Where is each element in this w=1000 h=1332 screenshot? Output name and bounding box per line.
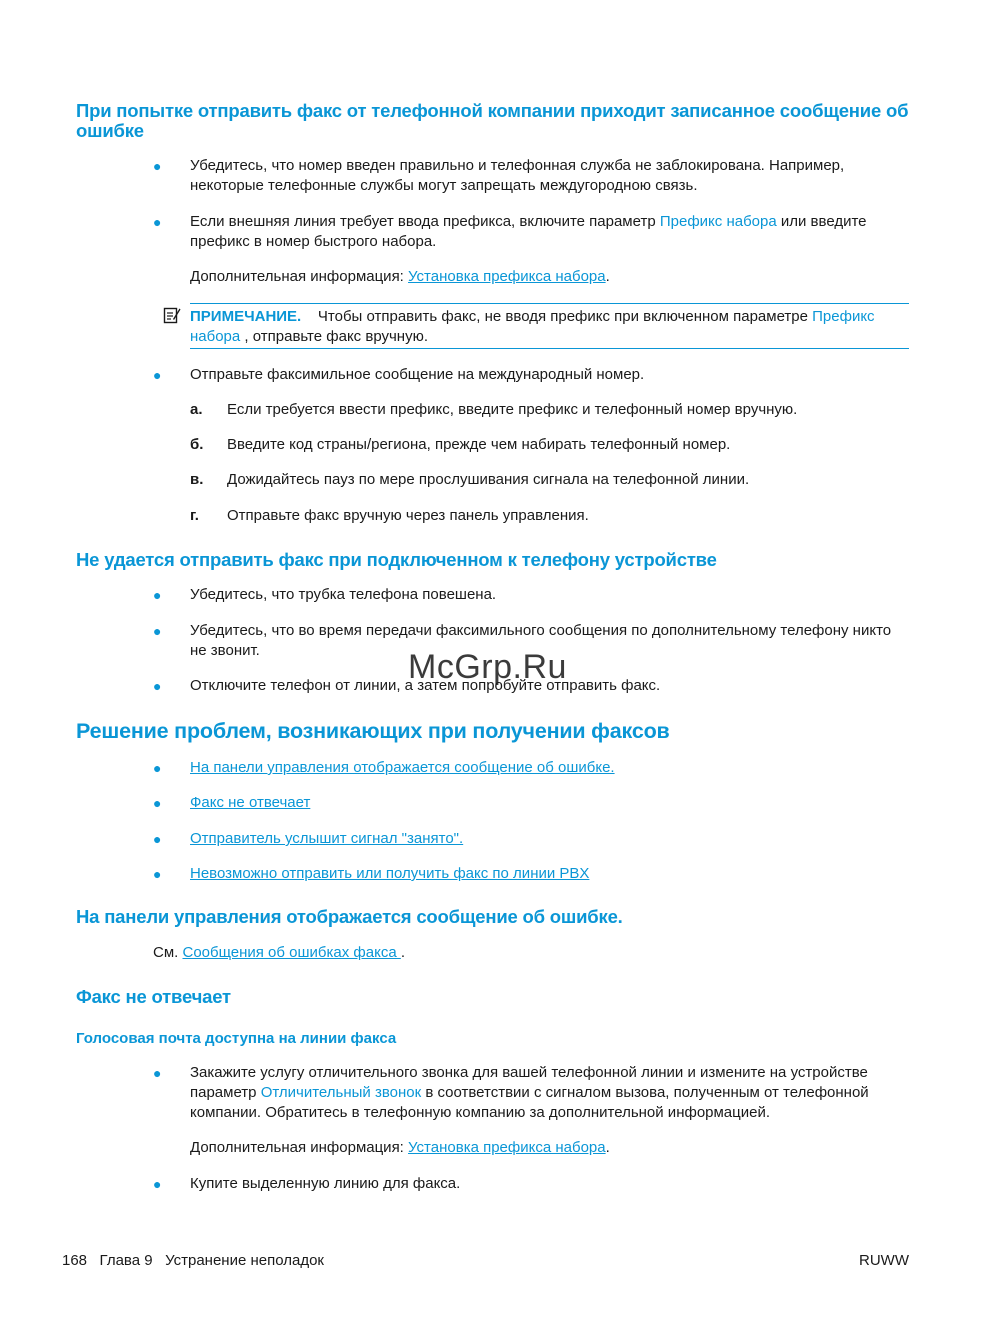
link-text[interactable]: На панели управления отображается сообщение об ошибке. xyxy=(190,759,615,776)
heading-line: ошибке xyxy=(76,120,144,141)
step-letter: в. xyxy=(190,471,204,488)
watermark: McGrp.Ru xyxy=(408,648,567,686)
bullet-icon: ● xyxy=(153,831,162,847)
bullet-icon: ● xyxy=(153,866,162,882)
link-fax-not-answering[interactable] xyxy=(190,793,310,813)
footer-code: RUWW xyxy=(859,1252,909,1269)
link-text[interactable]: Невозможно отправить или получить факс по линии PBX xyxy=(190,865,590,882)
bullet-icon: ● xyxy=(153,1065,162,1081)
bullet-icon: ● xyxy=(153,587,162,603)
bullet-icon: ● xyxy=(153,760,162,776)
section-heading: Не удается отправить факс при подключенном к телефону устройстве xyxy=(76,549,717,570)
bullet-text: Отправьте факсимильное сообщение на международный номер. xyxy=(190,366,645,383)
more-info xyxy=(190,1138,610,1158)
param-distinctive-ring: Отличительный звонок xyxy=(260,1084,422,1101)
link-fax-error-messages[interactable]: Сообщения об ошибках факса xyxy=(182,944,401,961)
subsection-heading: Голосовая почта доступна на линии факса xyxy=(76,1030,397,1047)
section-heading xyxy=(76,101,936,141)
bullet-text xyxy=(190,1063,902,1123)
link-control-panel-error[interactable] xyxy=(190,758,615,778)
link-text[interactable]: Отправитель услышит сигнал "занято". xyxy=(190,830,464,847)
bullet-icon: ● xyxy=(153,214,162,230)
param-prefix-dial: Префикс набора xyxy=(659,213,777,230)
link-text[interactable]: Факс не отвечает xyxy=(190,794,311,811)
bullet-icon: ● xyxy=(153,795,162,811)
more-info-label: Дополнительная информация: xyxy=(190,268,409,285)
text-run: Если внешняя линия требует ввода префикса, включите параметр xyxy=(190,213,660,230)
bullet-text: Убедитесь, что номер введен правильно и телефонная служба не заблокирована. Например, некоторые телефонные службы могут запрещать междугородною связь. xyxy=(190,157,845,194)
note-icon xyxy=(163,306,181,324)
step-text: Если требуется ввести префикс, введите префикс и телефонный номер вручную. xyxy=(227,401,798,418)
step-letter: б. xyxy=(190,436,204,453)
link-prefix-setup[interactable]: Установка префикса набора xyxy=(408,1139,606,1156)
note-label: ПРИМЕЧАНИЕ. xyxy=(190,308,302,325)
bullet-icon: ● xyxy=(153,367,162,383)
step-text: Дожидайтесь пауз по мере прослушивания сигнала на телефонной линии. xyxy=(227,471,750,488)
text-run: или введите префикс в номер быстрого набора. xyxy=(190,213,867,250)
bullet-icon: ● xyxy=(153,158,162,174)
section-heading: На панели управления отображается сообщение об ошибке. xyxy=(76,906,623,927)
more-info xyxy=(190,267,610,287)
step-text: Отправьте факс вручную через панель управления. xyxy=(227,507,589,524)
link-busy-signal[interactable] xyxy=(190,829,463,849)
bullet-text: Отключите телефон от линии, а затем попробуйте отправить факс. xyxy=(190,677,661,694)
bullet-icon: ● xyxy=(153,1176,162,1192)
heading-line: При попытке отправить факс от телефонной компании приходит записанное сообщение об xyxy=(76,100,909,121)
link-pbx[interactable] xyxy=(190,864,589,884)
text-run: . xyxy=(605,268,610,285)
step-text: Введите код страны/региона, прежде чем набирать телефонный номер. xyxy=(227,436,731,453)
section-heading: Решение проблем, возникающих при получении факсов xyxy=(76,719,670,743)
bullet-text: Убедитесь, что трубка телефона повешена. xyxy=(190,586,497,603)
note-text xyxy=(190,307,905,347)
note-top-rule xyxy=(190,303,909,304)
bullet-text: Убедитесь, что во время передачи факсимильного сообщения по дополнительному телефону никто не звонит. xyxy=(190,622,892,659)
bullet-text xyxy=(190,212,900,252)
more-info-label: Дополнительная информация: xyxy=(190,1139,409,1156)
text-run: . xyxy=(400,944,406,961)
param-prefix-dial: Префикс набора xyxy=(190,308,875,345)
see-label: См. xyxy=(153,944,183,961)
step-letter: г. xyxy=(190,507,199,524)
text-run: , отправьте факс вручную. xyxy=(240,328,429,345)
note-bottom-rule xyxy=(190,348,909,349)
bullet-icon: ● xyxy=(153,678,162,694)
see-reference xyxy=(153,943,405,963)
text-run: Закажите услугу отличительного звонка для вашей телефонной линии и измените на устройстве параметр xyxy=(190,1064,868,1101)
chapter-label: Глава 9 xyxy=(99,1252,153,1269)
page-number: 168 xyxy=(62,1252,88,1269)
text-run: . xyxy=(605,1139,610,1156)
chapter-title: Устранение неполадок xyxy=(165,1252,324,1269)
bullet-icon: ● xyxy=(153,623,162,639)
bullet-text: Купите выделенную линию для факса. xyxy=(190,1175,461,1192)
section-heading: Факс не отвечает xyxy=(76,986,231,1007)
text-run: Чтобы отправить факс, не вводя префикс при включенном параметре xyxy=(317,308,813,325)
footer-left xyxy=(62,1251,324,1271)
step-letter: а. xyxy=(190,401,203,418)
link-prefix-setup[interactable]: Установка префикса набора xyxy=(408,268,606,285)
text-run: в соответствии с сигналом вызова, полученным от телефонной компании. Обратитесь в телефонную компанию за дополнительной информацией. xyxy=(190,1084,869,1121)
